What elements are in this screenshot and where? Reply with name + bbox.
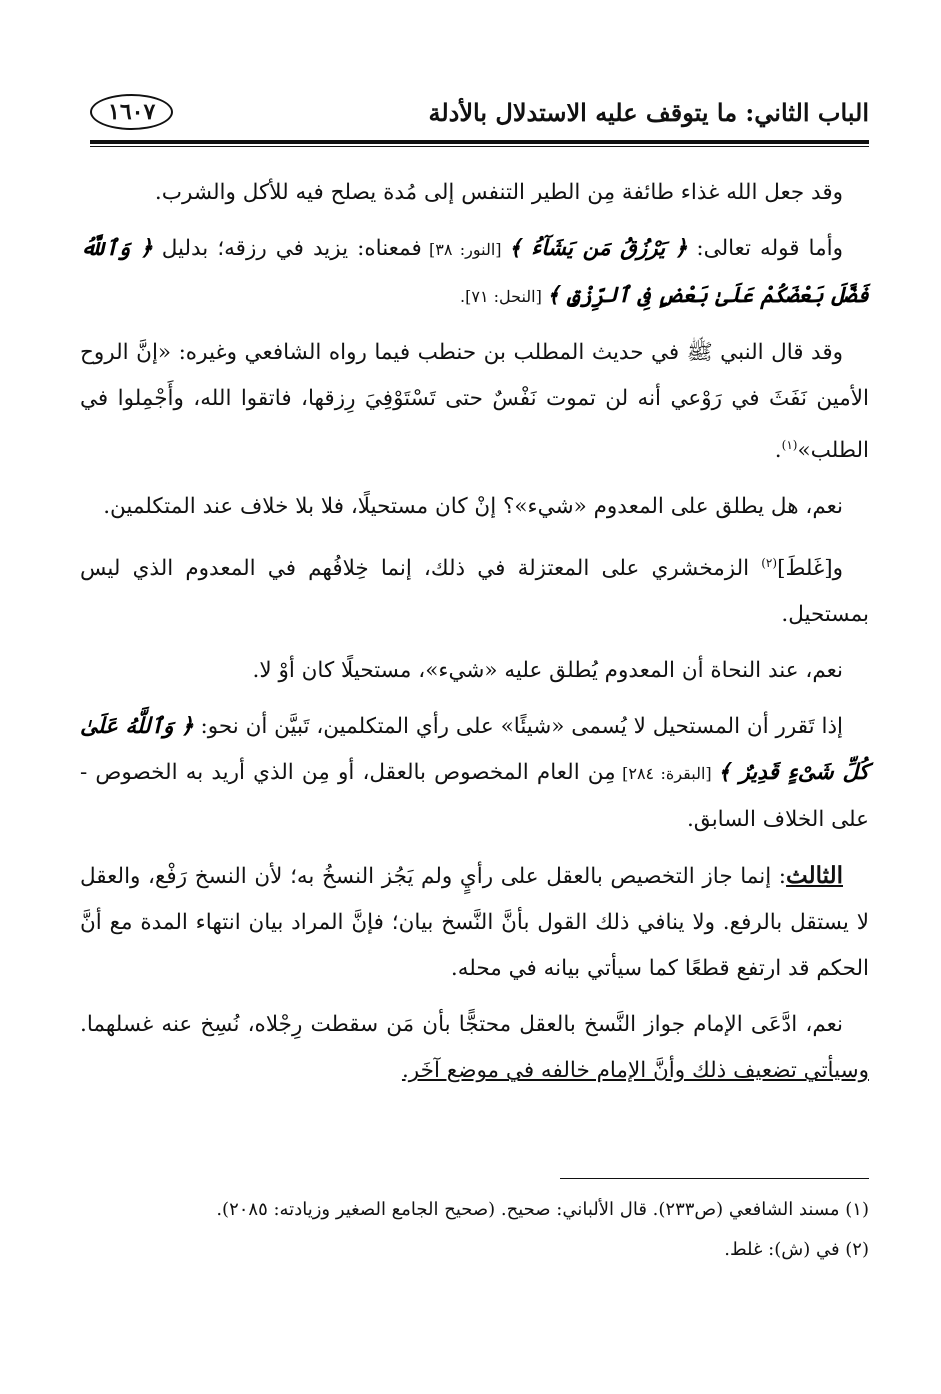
paragraph-text: وأما قوله تعالى: (687, 236, 843, 261)
footnote-marker: (١) (781, 438, 798, 452)
paragraph-text: الزمخشري على المعتزلة في ذلك، إنما خِلافُهم في المعدوم الذي ليس بمستحيل. (80, 556, 869, 628)
paragraph-4 (80, 484, 869, 530)
quran-verse: ﴿ يَرْزُقُ مَن يَشَآءُ ﴾ (508, 236, 688, 261)
header-rule-thin (90, 146, 869, 147)
paragraph-1 (80, 170, 869, 216)
paragraph-text: . (774, 438, 782, 464)
header-rule (90, 140, 869, 144)
paragraph-3 (80, 330, 869, 474)
footnote-rule (560, 1178, 869, 1179)
paragraph-5 (80, 540, 869, 638)
verse-reference: [النحل: ٧١]. (460, 287, 547, 306)
paragraph-text: وقد جعل الله غذاء طائفة مِن الطير التنفس إلى مُدة يصلح فيه للأكل والشرب. (154, 180, 843, 205)
chapter-title: الباب الثاني: ما يتوقف عليه الاستدلال بالأدلة (428, 97, 869, 127)
quran-verse: ﴿ وَٱللَّهُ عَلَىٰ كُلِّ شَىْءٍ قَدِيرٌ ﴾ (80, 714, 870, 786)
page-number: ١٦٠٧ (90, 94, 173, 130)
running-header (90, 90, 869, 134)
paragraph-text: وقد قال النبي ﷺ في حديث المطلب بن حنطب فيما رواه الشافعي وغيره: «إنَّ الروح الأمين نَفَثَ في رَوْعي أنه لن تموت نَفْسٌ حتى تَسْتَوْفِيَ رِزقها، فاتقوا الله، وأَجْمِلوا في الطلب» (80, 340, 869, 464)
paragraph-6 (80, 648, 869, 694)
paragraph-text: نعم، عند النحاة أن المعدوم يُطلق عليه «شيء»، مستحيلًا كان أوْ لا. (252, 658, 843, 684)
paragraph-text: مِن العام المخصوص بالعقل، أو مِن الذي أريد به الخصوص - على الخلاف السابق. (80, 760, 869, 833)
paragraph-8 (80, 853, 869, 992)
paragraph-text: نعم، هل يطلق على المعدوم «شيء»؟ إنْ كان مستحيلًا، فلا بلا خلاف عند المتكلمين. (103, 494, 843, 520)
quran-verse: ﴿ وَٱللَّهُ فَضَّلَ بَعْضَكُمْ عَلَىٰ بَعْضٍ فِى ٱلرِّزْقِ ﴾ (80, 236, 869, 308)
paragraph-text: و[غَلطَ] (777, 556, 843, 582)
section-heading: الثالث (786, 862, 843, 890)
main-text (80, 170, 869, 1104)
verse-reference: [النور: ٣٨] (421, 240, 509, 259)
paragraph-text: : إنما جاز التخصيص بالعقل على رأيٍ ولم يَجُز النسخُ به؛ لأن النسخ رَفْع، والعقل لا يستقل بالرفع. ولا ينافي ذلك القول بأنَّ النَّسخ بيان؛ فإنَّ المراد بيان انتهاء المدة مع أنَّ الحكم قد ارتفع قطعًا كما سيأتي بيانه في محله. (80, 864, 869, 982)
footnote-1: (١) مسند الشافعي (ص٢٣٣). قال الألباني: صحيح. (صحيح الجامع الصغير وزيادته: ٢٠٨٥). (216, 1199, 869, 1220)
paragraph-text: نعم، ادَّعَى الإمام جواز النَّسخ بالعقل محتجًّا بأن مَن سقطت رِجْلاه، نُسِخ عنه غسلهما. (80, 1012, 843, 1038)
paragraph-2 (80, 226, 869, 320)
footnotes (80, 1190, 869, 1270)
paragraph-7 (80, 704, 869, 843)
paragraph-9 (80, 1002, 869, 1094)
footnote-marker: (٢) (761, 556, 778, 571)
verse-reference: [البقرة: ٢٨٤] (615, 764, 719, 784)
paragraph-text: إذا تَقرر أن المستحيل لا يُسمى «شيئًا» على رأي المتكلمين، تَبيَّن أن نحو: (193, 714, 843, 740)
paragraph-text: فمعناه: يزيد في رزقه؛ بدليل (152, 236, 422, 261)
underlined-text: وسيأتي تضعيف ذلك وأنَّ الإمام خالفه في موضع آخَر. (401, 1058, 869, 1084)
footnote-2: (٢) في (ش): غلط. (724, 1239, 869, 1260)
